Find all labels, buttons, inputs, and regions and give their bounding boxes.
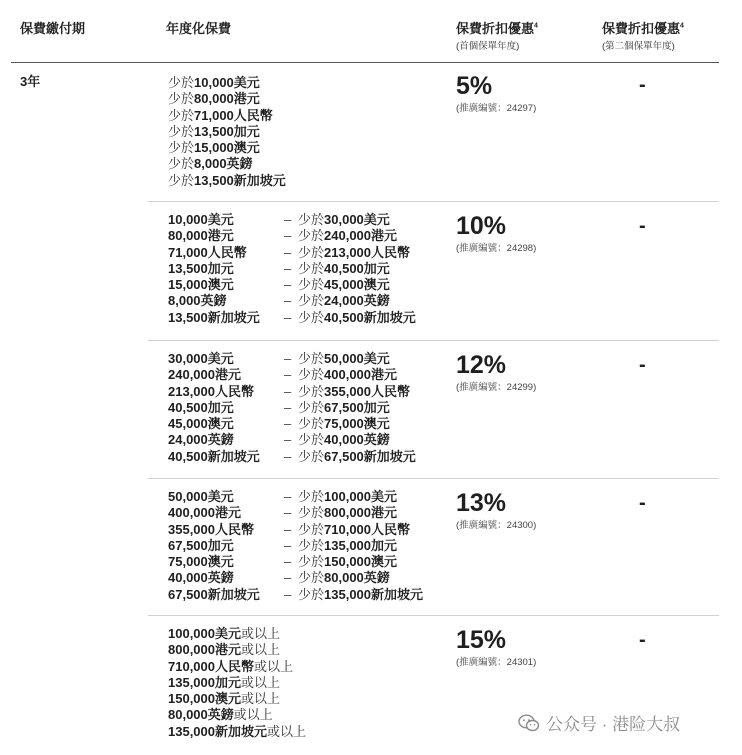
premium-dash: – — [284, 505, 292, 521]
premium-hi: 71,000人民幣 — [194, 107, 273, 123]
premium-lt: 少於 — [298, 399, 325, 415]
premium-hi: 45,000澳元 — [324, 277, 390, 293]
premium-hi: 75,000澳元 — [324, 416, 390, 432]
premium-hi: 355,000人民幣 — [324, 383, 411, 399]
premium-lt: 少於 — [298, 293, 325, 309]
premium-range-line — [168, 724, 306, 740]
discount-percent: 13% — [456, 489, 507, 517]
premium-dash: – — [284, 212, 292, 227]
premium-hi: 710,000人民幣 — [168, 658, 254, 674]
premium-range-line — [168, 384, 416, 400]
premium-dash: – — [284, 586, 292, 602]
first-year-discount — [456, 213, 536, 254]
premium-tail: 或以上 — [241, 626, 281, 641]
header-period: 保費繳付期 — [20, 21, 86, 36]
premium-range-line — [168, 156, 286, 172]
premium-hi: 213,000人民幣 — [324, 244, 411, 260]
premium-dash: – — [284, 228, 292, 244]
premium-range-line — [168, 140, 286, 156]
premium-range-line — [168, 310, 416, 326]
premium-amt: 71,000人民幣 — [168, 244, 247, 260]
header-premium: 年度化保費 — [166, 21, 232, 36]
header-footnote-4: 4 — [534, 22, 538, 30]
premium-hi: 135,000新加坡元 — [324, 586, 424, 602]
premium-amt: 400,000港元 — [168, 505, 241, 521]
premium-lt: 少於 — [298, 521, 325, 537]
premium-hi: 40,500新加坡元 — [324, 309, 416, 325]
premium-hi: 240,000港元 — [324, 228, 398, 244]
premium-amt: 240,000港元 — [168, 367, 241, 383]
premium-range-line — [168, 675, 306, 691]
premium-amt: 24,000英鎊 — [168, 432, 234, 448]
premium-lt: 少於 — [298, 228, 325, 244]
premium-lt: 少於 — [298, 244, 325, 260]
premium-range-line — [168, 277, 416, 293]
premium-dash: – — [284, 351, 292, 366]
premium-hi: 135,000加元 — [168, 674, 241, 690]
premium-amt: 50,000美元 — [168, 489, 234, 504]
premium-range-line — [168, 400, 416, 416]
premium-dash: – — [284, 383, 292, 399]
tier-row — [148, 340, 719, 478]
premium-amt: 80,000港元 — [168, 228, 234, 244]
premium-dash: – — [284, 448, 292, 464]
premium-amt: 45,000澳元 — [168, 416, 234, 432]
premium-lt: 少於 — [298, 212, 325, 227]
premium-range-line — [168, 293, 416, 309]
wechat-icon — [518, 714, 540, 732]
premium-amt: 40,000英鎊 — [168, 570, 234, 586]
premium-range — [168, 626, 306, 740]
premium-amt: 40,500加元 — [168, 399, 234, 415]
premium-tail: 或以上 — [241, 642, 281, 658]
premium-tail: 或以上 — [267, 723, 307, 739]
premium-hi: 15,000澳元 — [194, 140, 260, 156]
premium-amt: 40,500新加坡元 — [168, 448, 260, 464]
premium-dash: – — [284, 399, 292, 415]
premium-range-line — [168, 626, 306, 642]
premium-hi: 135,000加元 — [324, 537, 398, 553]
premium-range-line — [168, 108, 286, 124]
header-discount-second-sub: (第二個保單年度) — [602, 41, 675, 52]
header-discount-first — [456, 18, 538, 52]
second-year-discount: - — [639, 492, 646, 514]
premium-range-line — [168, 432, 416, 448]
premium-amt: 8,000英鎊 — [168, 293, 227, 309]
promo-code: (推廣編號：24299) — [456, 382, 537, 393]
premium-hi: 100,000美元 — [324, 489, 398, 504]
premium-hi: 800,000港元 — [168, 642, 241, 658]
premium-range-line — [168, 173, 286, 189]
first-year-discount — [456, 490, 536, 531]
premium-tail: 或以上 — [241, 691, 281, 707]
premium-lt: 少於 — [298, 554, 325, 570]
premium-range — [168, 75, 286, 189]
premium-dash: – — [284, 570, 292, 586]
promo-code: (推廣編號：24301) — [456, 657, 537, 668]
premium-range — [168, 351, 416, 465]
premium-hi: 40,500加元 — [324, 260, 390, 276]
premium-range-line — [168, 570, 423, 586]
premium-dash: – — [284, 244, 292, 260]
premium-hi: 67,500加元 — [324, 399, 390, 415]
premium-lt: 少於 — [168, 172, 195, 188]
premium-amt: 67,500加元 — [168, 537, 234, 553]
premium-amt: 213,000人民幣 — [168, 383, 254, 399]
premium-lt: 少於 — [298, 367, 325, 383]
discount-percent: 15% — [456, 626, 507, 654]
premium-range-line — [168, 522, 423, 538]
premium-amt: 75,000澳元 — [168, 554, 234, 570]
tier-divider — [148, 340, 719, 341]
premium-hi: 67,500新加坡元 — [324, 448, 416, 464]
header-discount-second — [602, 18, 684, 52]
premium-hi: 710,000人民幣 — [324, 521, 411, 537]
premium-lt: 少於 — [168, 107, 195, 123]
first-year-discount — [456, 73, 536, 114]
premium-hi: 800,000港元 — [324, 505, 398, 521]
premium-range-line — [168, 124, 286, 140]
premium-range-line — [168, 245, 416, 261]
premium-hi: 13,500加元 — [194, 123, 260, 139]
premium-dash: – — [284, 489, 292, 504]
watermark-text: 公众号 · 港险大叔 — [546, 715, 681, 734]
premium-hi: 40,000英鎊 — [324, 432, 390, 448]
premium-lt: 少於 — [298, 505, 325, 521]
premium-hi: 80,000港元 — [194, 91, 260, 107]
premium-lt: 少於 — [168, 140, 195, 156]
premium-lt: 少於 — [298, 351, 325, 366]
premium-range-line — [168, 538, 423, 554]
premium-lt: 少於 — [298, 570, 325, 586]
second-year-discount: - — [639, 215, 646, 237]
premium-amt: 10,000美元 — [168, 212, 234, 227]
first-year-discount — [456, 352, 536, 393]
premium-hi: 13,500新加坡元 — [194, 172, 286, 188]
premium-amt: 15,000澳元 — [168, 277, 234, 293]
premium-hi: 150,000澳元 — [324, 554, 398, 570]
premium-range — [168, 489, 423, 603]
tier-row — [148, 478, 719, 615]
premium-amt: 13,500新加坡元 — [168, 309, 260, 325]
premium-hi: 8,000英鎊 — [194, 156, 253, 172]
premium-dash: – — [284, 277, 292, 293]
tier-row — [148, 72, 719, 201]
premium-hi: 100,000美元 — [168, 626, 241, 641]
premium-lt: 少於 — [168, 91, 195, 107]
premium-dash: – — [284, 432, 292, 448]
premium-lt: 少於 — [298, 309, 325, 325]
premium-range-line — [168, 707, 306, 723]
premium-lt: 少於 — [298, 383, 325, 399]
tier-divider — [148, 615, 719, 616]
premium-hi: 10,000美元 — [194, 75, 260, 90]
premium-range-line — [168, 489, 423, 505]
tier-divider — [148, 201, 719, 202]
payment-period: 3年 — [20, 74, 41, 89]
premium-lt: 少於 — [298, 416, 325, 432]
premium-dash: – — [284, 367, 292, 383]
header-discount-first-sub: (首個保單年度) — [456, 41, 520, 52]
premium-range-line — [168, 449, 416, 465]
premium-dash: – — [284, 260, 292, 276]
premium-tail: 或以上 — [233, 707, 273, 723]
second-year-discount: - — [639, 629, 646, 651]
first-year-discount — [456, 627, 536, 668]
header-discount-second-label: 保費折扣優惠 — [602, 21, 681, 36]
header-footnote-4: 4 — [680, 22, 684, 30]
premium-dash: – — [284, 537, 292, 553]
premium-lt: 少於 — [168, 75, 195, 90]
header-divider — [11, 62, 719, 63]
premium-hi: 30,000美元 — [324, 212, 390, 227]
header-discount-first-label: 保費折扣優惠 — [456, 21, 535, 36]
premium-hi: 400,000港元 — [324, 367, 398, 383]
discount-percent: 10% — [456, 212, 507, 240]
premium-range-line — [168, 642, 306, 658]
second-year-discount: - — [639, 74, 646, 96]
premium-range-line — [168, 659, 306, 675]
premium-range-line — [168, 75, 286, 91]
premium-range-line — [168, 91, 286, 107]
premium-amt: 355,000人民幣 — [168, 521, 254, 537]
premium-tail: 或以上 — [241, 674, 281, 690]
watermark — [518, 710, 680, 735]
tier-row — [148, 201, 719, 340]
premium-lt: 少於 — [298, 448, 325, 464]
premium-range-line — [168, 691, 306, 707]
premium-range — [168, 212, 416, 326]
premium-dash: – — [284, 554, 292, 570]
premium-lt: 少於 — [298, 277, 325, 293]
premium-hi: 150,000澳元 — [168, 691, 241, 707]
premium-range-line — [168, 416, 416, 432]
discount-percent: 12% — [456, 351, 507, 379]
premium-dash: – — [284, 309, 292, 325]
premium-range-line — [168, 587, 423, 603]
premium-amt: 30,000美元 — [168, 351, 234, 366]
premium-range-line — [168, 228, 416, 244]
premium-dash: – — [284, 416, 292, 432]
premium-tail: 或以上 — [254, 658, 294, 674]
premium-amt: 13,500加元 — [168, 260, 234, 276]
premium-range-line — [168, 212, 416, 228]
premium-range-line — [168, 554, 423, 570]
premium-hi: 80,000英鎊 — [324, 570, 390, 586]
promo-code: (推廣編號：24298) — [456, 243, 537, 254]
premium-hi: 24,000英鎊 — [324, 293, 390, 309]
premium-hi: 50,000美元 — [324, 351, 390, 366]
premium-hi: 80,000英鎊 — [168, 707, 234, 723]
premium-lt: 少於 — [168, 123, 195, 139]
premium-hi: 135,000新加坡元 — [168, 723, 267, 739]
premium-lt: 少於 — [298, 260, 325, 276]
second-year-discount: - — [639, 354, 646, 376]
discount-percent: 5% — [456, 72, 493, 100]
premium-lt: 少於 — [168, 156, 195, 172]
premium-range-line — [168, 351, 416, 367]
premium-dash: – — [284, 521, 292, 537]
premium-lt: 少於 — [298, 432, 325, 448]
tier-divider — [148, 478, 719, 479]
promo-code: (推廣編號：24300) — [456, 520, 537, 531]
premium-range-line — [168, 261, 416, 277]
premium-lt: 少於 — [298, 586, 325, 602]
premium-amt: 67,500新加坡元 — [168, 586, 260, 602]
promo-code: (推廣編號：24297) — [456, 103, 537, 114]
premium-lt: 少於 — [298, 537, 325, 553]
premium-range-line — [168, 367, 416, 383]
premium-lt: 少於 — [298, 489, 325, 504]
premium-range-line — [168, 505, 423, 521]
premium-dash: – — [284, 293, 292, 309]
